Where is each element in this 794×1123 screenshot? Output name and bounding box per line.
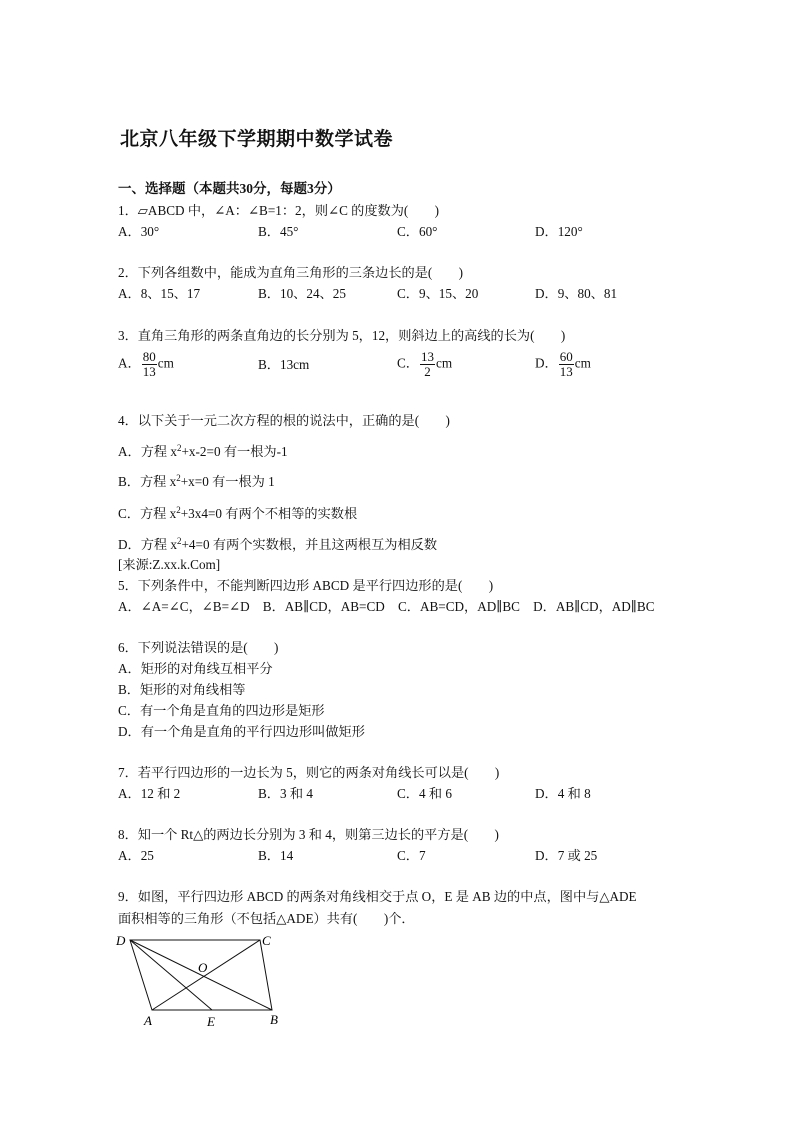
q6-option-a: A．矩形的对角线互相平分 bbox=[118, 661, 273, 676]
q3-c-numerator: 13 bbox=[420, 349, 434, 364]
label-a: A bbox=[144, 1013, 152, 1028]
q3-a-unit: cm bbox=[157, 355, 174, 371]
question-5-stem: 5．下列条件中，不能判断四边形 ABCD 是平行四边形的是( ) bbox=[118, 578, 494, 593]
q3-d-denominator: 13 bbox=[559, 364, 573, 379]
q4-option-b bbox=[118, 473, 275, 491]
q1-option-b: B．45° bbox=[258, 224, 299, 239]
q4-option-c bbox=[118, 505, 357, 523]
segment-de bbox=[130, 940, 212, 1010]
q7-option-b: B．3 和 4 bbox=[258, 786, 313, 801]
diagonal-ac bbox=[152, 940, 260, 1010]
q2-option-b: B．10、24、25 bbox=[258, 286, 346, 301]
q1-option-d: D．120° bbox=[535, 224, 583, 239]
q8-option-d: D．7 或 25 bbox=[535, 848, 598, 863]
q3-a-prefix: A． bbox=[118, 355, 141, 371]
question-9-stem-line-2: 面积相等的三角形（不包括△ADE）共有( )个． bbox=[118, 911, 415, 926]
q3-c-unit: cm bbox=[435, 355, 453, 371]
q4-a-pre: A．方程 x bbox=[118, 444, 177, 459]
q4-c-sup: 2 bbox=[176, 505, 181, 515]
q3-option-d bbox=[535, 350, 591, 379]
label-c: C bbox=[262, 933, 271, 948]
question-2-stem: 2．下列各组数中，能成为直角三角形的三条边长的是( ) bbox=[118, 265, 464, 280]
q6-option-c: C．有一个角是直角的四边形是矩形 bbox=[118, 703, 325, 718]
question-3-stem: 3．直角三角形的两条直角边的长分别为 5，12，则斜边上的高线的长为( ) bbox=[118, 328, 566, 343]
q7-option-d: D．4 和 8 bbox=[535, 786, 591, 801]
q3-option-a bbox=[118, 350, 174, 379]
q2-option-a: A．8、15、17 bbox=[118, 286, 201, 301]
question-4-stem: 4．以下关于一元二次方程的根的说法中，正确的是( ) bbox=[118, 413, 450, 428]
q4-c-post: +3x4=0 有两个不相等的实数根 bbox=[180, 506, 358, 521]
q7-option-c: C．4 和 6 bbox=[397, 786, 452, 801]
source-note: [来源:Z.xx.k.Com] bbox=[118, 557, 221, 572]
q1-option-a: A．30° bbox=[118, 224, 160, 239]
q3-c-denominator: 2 bbox=[424, 364, 431, 379]
q4-a-sup: 2 bbox=[176, 443, 182, 453]
label-d: D bbox=[116, 933, 126, 948]
label-b: B bbox=[270, 1012, 278, 1027]
question-6-stem: 6．下列说法错误的是( ) bbox=[118, 640, 279, 655]
q2-option-c: C．9、15、20 bbox=[397, 286, 479, 301]
question-1-stem: 1．▱ABCD 中，∠A：∠B=1：2，则∠C 的度数为( ) bbox=[118, 203, 440, 218]
diagonal-bd bbox=[130, 940, 272, 1010]
q8-option-b: B．14 bbox=[258, 848, 294, 863]
q7-option-a: A．12 和 2 bbox=[118, 786, 181, 801]
q3-d-numerator: 60 bbox=[559, 349, 573, 364]
q4-a-post: +x-2=0 有一根为-1 bbox=[181, 444, 288, 459]
q4-b-pre: B．方程 x bbox=[118, 474, 177, 489]
q4-d-sup: 2 bbox=[176, 536, 182, 546]
q6-option-d: D．有一个角是直角的平行四边形叫做矩形 bbox=[118, 724, 365, 739]
parallelogram-figure bbox=[112, 930, 302, 1030]
label-e: E bbox=[207, 1014, 215, 1029]
q3-d-prefix: D． bbox=[535, 355, 558, 371]
q3-a-numerator: 80 bbox=[142, 349, 156, 364]
q6-option-b: B．矩形的对角线相等 bbox=[118, 682, 246, 697]
question-8-stem: 8．知一个 Rt△的两边长分别为 3 和 4，则第三边长的平方是( ) bbox=[118, 827, 499, 842]
q5-options: A．∠A=∠C，∠B=∠D B．AB∥CD，AB=CD C．AB=CD，AD∥BC D．AB∥CD，AD∥BC bbox=[118, 599, 655, 614]
q3-a-fraction bbox=[142, 350, 157, 379]
q3-c-fraction bbox=[420, 350, 435, 379]
q3-a-denominator: 13 bbox=[142, 364, 156, 379]
question-9-stem-line-1: 9．如图，平行四边形 ABCD 的两条对角线相交于点 O，E 是 AB 边的中点，图中与△ADE bbox=[118, 889, 637, 904]
q8-option-a: A．25 bbox=[118, 848, 154, 863]
q2-option-d: D．9、80、81 bbox=[535, 286, 618, 301]
q3-d-unit: cm bbox=[574, 355, 591, 371]
q4-d-pre: D．方程 x bbox=[118, 537, 177, 552]
question-7-stem: 7．若平行四边形的一边长为 5，则它的两条对角线长可以是( ) bbox=[118, 765, 500, 780]
section-heading: 一、选择题（本题共30分，每题3分） bbox=[118, 181, 341, 196]
q4-d-post: +4=0 有两个实数根，并且这两根互为相反数 bbox=[181, 537, 438, 552]
q3-c-prefix: C． bbox=[397, 355, 419, 371]
label-o: O bbox=[198, 960, 208, 975]
q4-c-pre: C．方程 x bbox=[118, 506, 177, 521]
q4-option-a bbox=[118, 443, 288, 461]
q1-option-c: C．60° bbox=[397, 224, 438, 239]
q4-option-d bbox=[118, 536, 437, 554]
page-title: 北京八年级下学期期中数学试卷 bbox=[120, 129, 394, 150]
q4-b-sup: 2 bbox=[176, 473, 181, 483]
q4-b-post: +x=0 有一根为 1 bbox=[180, 474, 275, 489]
q3-option-b: B．13cm bbox=[258, 357, 310, 372]
q3-d-fraction bbox=[559, 350, 574, 379]
q8-option-c: C．7 bbox=[397, 848, 426, 863]
q3-option-c bbox=[397, 350, 452, 379]
